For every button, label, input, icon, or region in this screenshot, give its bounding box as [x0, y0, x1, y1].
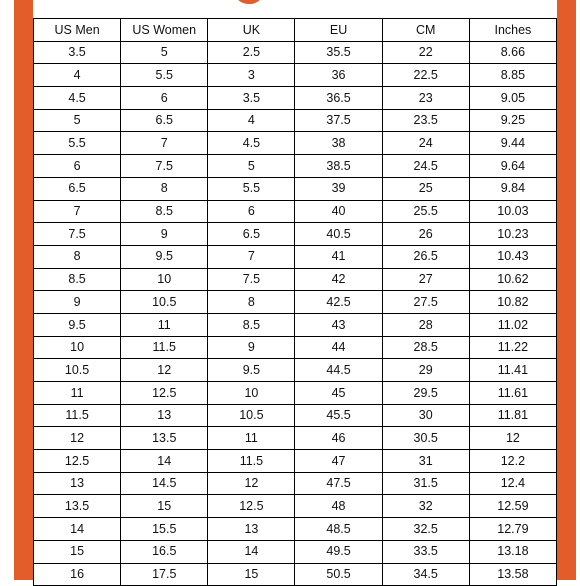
table-cell: 10.03 [469, 200, 556, 223]
table-cell: 14.5 [121, 472, 208, 495]
table-cell: 15 [34, 540, 121, 563]
table-cell: 8.66 [469, 41, 556, 64]
table-cell: 11.22 [469, 336, 556, 359]
table-cell: 9.84 [469, 177, 556, 200]
table-row [34, 245, 557, 268]
table-cell: 10.5 [34, 359, 121, 382]
table-cell: 39 [295, 177, 382, 200]
table-cell: 10 [121, 268, 208, 291]
table-cell: 6 [34, 155, 121, 178]
table-cell: 46 [295, 427, 382, 450]
table-cell: 12.5 [34, 450, 121, 473]
table-cell: 13.5 [121, 427, 208, 450]
table-cell: 6 [121, 87, 208, 110]
table-cell: 30.5 [382, 427, 469, 450]
column-header: US Men [34, 19, 121, 42]
table-cell: 25 [382, 177, 469, 200]
table-cell: 11.02 [469, 313, 556, 336]
table-cell: 13 [208, 518, 295, 541]
table-cell: 12 [34, 427, 121, 450]
shoe-size-table [33, 18, 557, 586]
table-cell: 4 [208, 109, 295, 132]
table-cell: 7 [34, 200, 121, 223]
table-row [34, 132, 557, 155]
table-cell: 9.5 [121, 245, 208, 268]
table-cell: 13.5 [34, 495, 121, 518]
table-row [34, 87, 557, 110]
table-cell: 13.58 [469, 563, 556, 586]
table-row [34, 450, 557, 473]
table-cell: 8.85 [469, 64, 556, 87]
table-cell: 38 [295, 132, 382, 155]
table-row [34, 177, 557, 200]
table-cell: 22 [382, 41, 469, 64]
table-cell: 50.5 [295, 563, 382, 586]
table-cell: 12 [208, 472, 295, 495]
table-cell: 13 [34, 472, 121, 495]
header-row [34, 19, 557, 42]
table-cell: 5.5 [208, 177, 295, 200]
table-cell: 11 [208, 427, 295, 450]
table-cell: 23.5 [382, 109, 469, 132]
table-cell: 7.5 [121, 155, 208, 178]
table-cell: 24 [382, 132, 469, 155]
table-row [34, 109, 557, 132]
column-header: Inches [469, 19, 556, 42]
table-cell: 14 [121, 450, 208, 473]
table-row [34, 495, 557, 518]
table-row [34, 64, 557, 87]
table-cell: 7.5 [208, 268, 295, 291]
table-cell: 48.5 [295, 518, 382, 541]
table-cell: 11.5 [34, 404, 121, 427]
table-row [34, 336, 557, 359]
table-cell: 37.5 [295, 109, 382, 132]
table-cell: 12 [469, 427, 556, 450]
table-cell: 12.2 [469, 450, 556, 473]
table-cell: 35.5 [295, 41, 382, 64]
table-cell: 45 [295, 382, 382, 405]
table-cell: 9 [121, 223, 208, 246]
table-cell: 27 [382, 268, 469, 291]
table-cell: 8.5 [34, 268, 121, 291]
table-cell: 5.5 [121, 64, 208, 87]
table-cell: 32.5 [382, 518, 469, 541]
table-cell: 5 [208, 155, 295, 178]
table-cell: 15.5 [121, 518, 208, 541]
table-cell: 9.64 [469, 155, 556, 178]
table-cell: 7 [121, 132, 208, 155]
column-header: UK [208, 19, 295, 42]
table-cell: 28 [382, 313, 469, 336]
table-cell: 44 [295, 336, 382, 359]
table-cell: 9 [208, 336, 295, 359]
table-cell: 28.5 [382, 336, 469, 359]
table-row [34, 268, 557, 291]
table-cell: 10.5 [208, 404, 295, 427]
table-cell: 30 [382, 404, 469, 427]
table-cell: 47.5 [295, 472, 382, 495]
table-cell: 23 [382, 87, 469, 110]
table-cell: 43 [295, 313, 382, 336]
table-cell: 29 [382, 359, 469, 382]
column-header: EU [295, 19, 382, 42]
table-cell: 25.5 [382, 200, 469, 223]
table-cell: 10.23 [469, 223, 556, 246]
table-cell: 12.5 [121, 382, 208, 405]
table-cell: 42.5 [295, 291, 382, 314]
table-row [34, 404, 557, 427]
table-cell: 9.5 [208, 359, 295, 382]
table-cell: 8 [34, 245, 121, 268]
table-cell: 10.62 [469, 268, 556, 291]
table-cell: 3.5 [34, 41, 121, 64]
table-cell: 9.05 [469, 87, 556, 110]
table-cell: 44.5 [295, 359, 382, 382]
table-cell: 8 [208, 291, 295, 314]
table-cell: 41 [295, 245, 382, 268]
table-cell: 16.5 [121, 540, 208, 563]
table-row [34, 155, 557, 178]
table-cell: 29.5 [382, 382, 469, 405]
table-cell: 5 [121, 41, 208, 64]
table-cell: 6.5 [34, 177, 121, 200]
table-cell: 15 [208, 563, 295, 586]
table-cell: 15 [121, 495, 208, 518]
table-cell: 13.18 [469, 540, 556, 563]
table-cell: 10.43 [469, 245, 556, 268]
table-cell: 11.81 [469, 404, 556, 427]
table-cell: 8.5 [121, 200, 208, 223]
table-cell: 8 [121, 177, 208, 200]
table-row [34, 472, 557, 495]
right-orange-border [557, 0, 576, 580]
table-cell: 3.5 [208, 87, 295, 110]
table-cell: 11.5 [121, 336, 208, 359]
table-cell: 48 [295, 495, 382, 518]
table-cell: 10.5 [121, 291, 208, 314]
table-cell: 9.44 [469, 132, 556, 155]
table-cell: 42 [295, 268, 382, 291]
table-cell: 27.5 [382, 291, 469, 314]
table-cell: 4.5 [208, 132, 295, 155]
table-cell: 7.5 [34, 223, 121, 246]
table-cell: 31.5 [382, 472, 469, 495]
table-cell: 6.5 [208, 223, 295, 246]
table-row [34, 291, 557, 314]
column-header: CM [382, 19, 469, 42]
table-cell: 47 [295, 450, 382, 473]
table-cell: 17.5 [121, 563, 208, 586]
table-cell: 2.5 [208, 41, 295, 64]
table-cell: 9.25 [469, 109, 556, 132]
table-cell: 12.59 [469, 495, 556, 518]
table-cell: 4 [34, 64, 121, 87]
table-cell: 36.5 [295, 87, 382, 110]
table-cell: 16 [34, 563, 121, 586]
table-cell: 10.82 [469, 291, 556, 314]
table-cell: 9.5 [34, 313, 121, 336]
table-row [34, 223, 557, 246]
top-orange-arc [234, 0, 264, 4]
table-cell: 38.5 [295, 155, 382, 178]
table-cell: 11.61 [469, 382, 556, 405]
table-cell: 10 [34, 336, 121, 359]
table-cell: 12.4 [469, 472, 556, 495]
table-cell: 11.41 [469, 359, 556, 382]
table-row [34, 41, 557, 64]
table-cell: 14 [34, 518, 121, 541]
table-cell: 5.5 [34, 132, 121, 155]
table-cell: 11.5 [208, 450, 295, 473]
table-cell: 4.5 [34, 87, 121, 110]
table-row [34, 540, 557, 563]
table-row [34, 200, 557, 223]
table-cell: 22.5 [382, 64, 469, 87]
table-cell: 6 [208, 200, 295, 223]
table-cell: 12.79 [469, 518, 556, 541]
table-cell: 33.5 [382, 540, 469, 563]
table-body [34, 41, 557, 586]
table-cell: 34.5 [382, 563, 469, 586]
table-cell: 14 [208, 540, 295, 563]
table-cell: 26 [382, 223, 469, 246]
table-cell: 36 [295, 64, 382, 87]
table-cell: 49.5 [295, 540, 382, 563]
table-row [34, 359, 557, 382]
table-row [34, 518, 557, 541]
table-row [34, 427, 557, 450]
table-cell: 12.5 [208, 495, 295, 518]
table-cell: 3 [208, 64, 295, 87]
column-header: US Women [121, 19, 208, 42]
table-cell: 40.5 [295, 223, 382, 246]
table-cell: 11 [121, 313, 208, 336]
table-cell: 6.5 [121, 109, 208, 132]
table-cell: 45.5 [295, 404, 382, 427]
table-cell: 40 [295, 200, 382, 223]
table-cell: 26.5 [382, 245, 469, 268]
table-cell: 12 [121, 359, 208, 382]
table-cell: 7 [208, 245, 295, 268]
table-row [34, 313, 557, 336]
table-header [34, 19, 557, 42]
left-orange-border [14, 0, 33, 580]
table-cell: 13 [121, 404, 208, 427]
table-cell: 11 [34, 382, 121, 405]
table-cell: 9 [34, 291, 121, 314]
table-cell: 24.5 [382, 155, 469, 178]
table-cell: 5 [34, 109, 121, 132]
table-cell: 31 [382, 450, 469, 473]
table-cell: 32 [382, 495, 469, 518]
table-cell: 10 [208, 382, 295, 405]
table-row [34, 382, 557, 405]
table-row [34, 563, 557, 586]
table-cell: 8.5 [208, 313, 295, 336]
